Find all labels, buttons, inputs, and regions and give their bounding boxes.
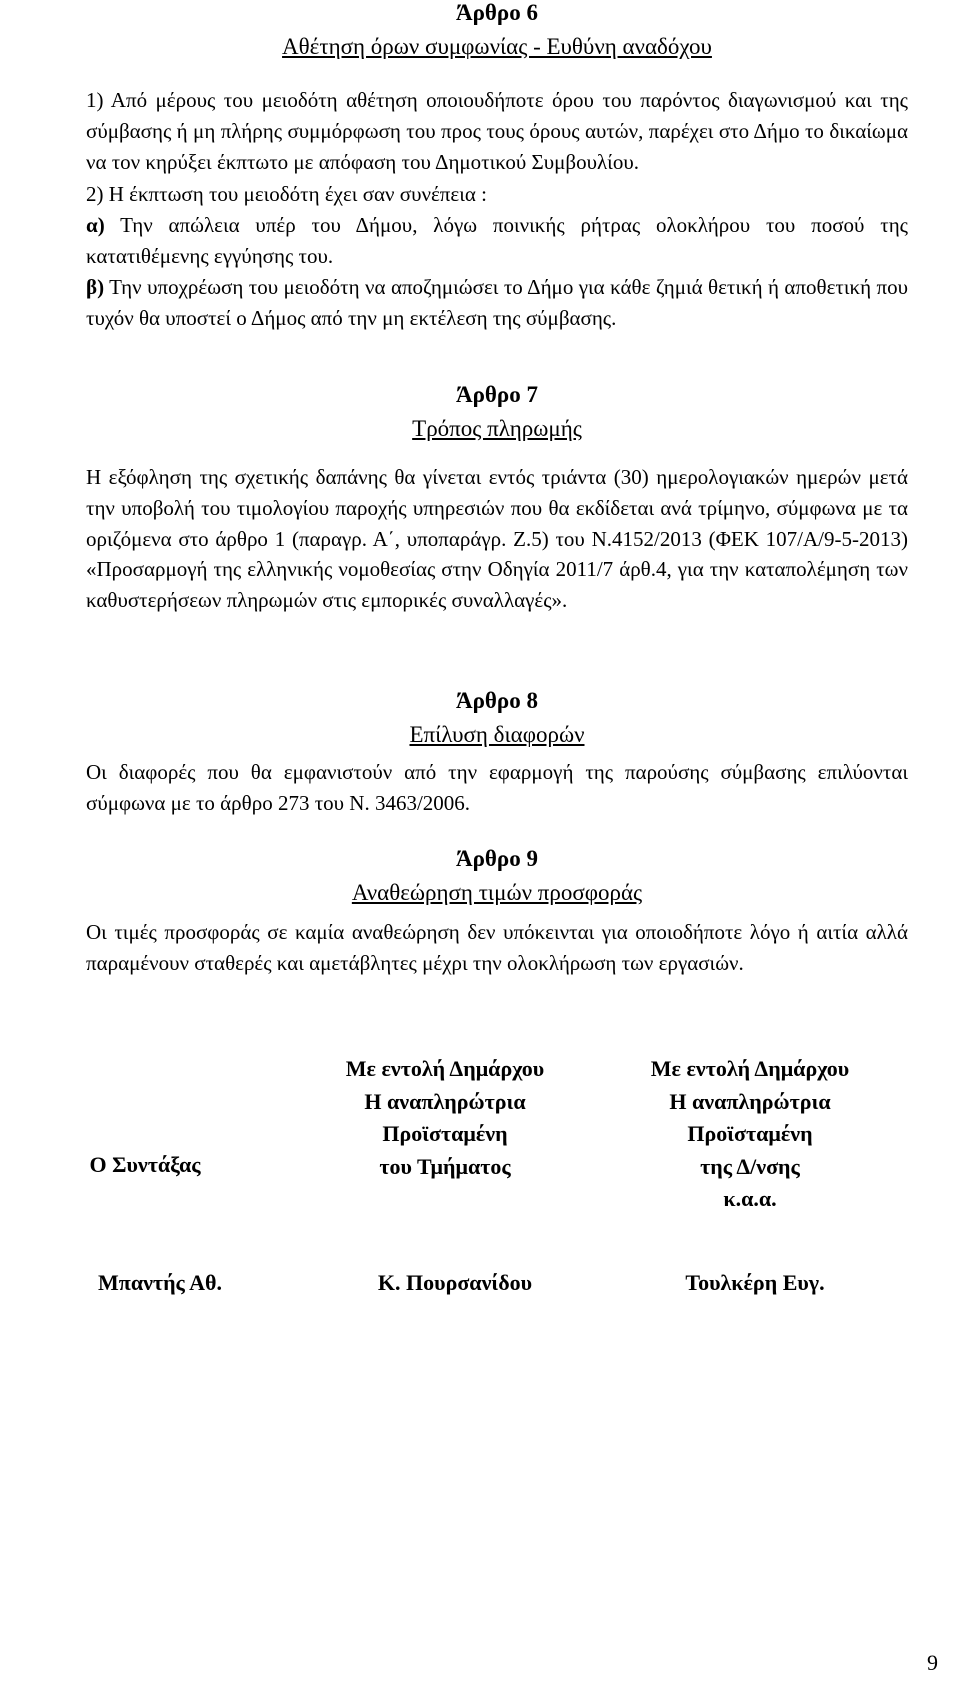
article-8-subtitle: Επίλυση διαφορών <box>409 722 585 747</box>
dept-line-4: του Τμήματος <box>379 1153 511 1179</box>
dir-line-3: Προϊσταμένη <box>687 1121 813 1146</box>
item-alpha-label: α) <box>86 213 105 238</box>
article-8 <box>86 688 908 750</box>
dir-line-5: κ.α.α. <box>723 1186 777 1211</box>
item-alpha-text: Την απώλεια υπέρ του Δήμου, λόγω ποινικής ρήτρας ολοκλήρου του ποσού της κατατιθέμενης εγγύησης του. <box>86 213 908 268</box>
article-9-subtitle: Αναθεώρηση τιμών προσφοράς <box>351 880 643 905</box>
article-7-body <box>86 462 908 616</box>
article-7-subtitle: Τρόπος πληρωμής <box>412 416 582 441</box>
item-beta-text: Την υποχρέωση του μειοδότη να αποζημιώσει το Δήμο για κάθε ζημιά θετική ή αποθετική που τυχόν θα υποστεί ο Δήμος από την μη εκτέλεση της σύμβασης. <box>86 274 908 330</box>
dept-line-2: Η αναπληρώτρια <box>364 1088 526 1114</box>
article-9-heading <box>86 846 908 908</box>
article-6-title: Άρθρο 6 <box>456 0 538 25</box>
item-beta-label: β) <box>86 274 105 299</box>
dir-line-4: της Δ/νσης <box>700 1153 800 1179</box>
article-7-heading <box>86 382 908 444</box>
signatory-name-1: Μπαντής Αθ. <box>98 1270 222 1295</box>
article-6-paragraph-4 <box>86 272 908 334</box>
article-9-paragraph: Οι τιμές προσφοράς σε καμία αναθεώρηση δεν υπόκεινται για οποιοδήποτε λόγο ή αιτία αλλά παραμένουν σταθερές και αμετάβλητες μέχρι την ολοκλήρωση των εργασιών. <box>86 920 908 975</box>
dept-line-3: Προϊσταμένη <box>382 1121 508 1146</box>
signature-author-role: Ο Συντάξας <box>89 1152 201 1177</box>
article-7-paragraph: Η εξόφληση της σχετικής δαπάνης θα γίνεται εντός τριάντα (30) ημερολογιακών ημερών μετά την υποβολή του τιμολογίου παροχής υπηρεσιών που θα εκδίδεται ανά τρίμηνο, σύμφωνα με τα οριζόμενα στο άρθρο 1 (παραγρ. Α΄, υποπαράγρ. Ζ.5) του Ν.4152/2013 (ΦΕΚ 107/Α/9-5-2013) «Προσαρμογή της ελληνικής νομοθεσίας στην Οδηγία 2011/7 άρθ.4, για την καταπολέμηση των καθυστερήσεων πληρωμών στις εμπορικές συναλλαγές». <box>86 465 908 613</box>
article-7-title: Άρθρο 7 <box>456 382 538 407</box>
article-9-body <box>86 917 908 979</box>
article-8-heading <box>86 688 908 750</box>
article-6-subtitle: Αθέτηση όρων συμφωνίας - Ευθύνη αναδόχου <box>282 34 712 59</box>
article-8-body <box>86 757 908 819</box>
article-6-paragraph-2: 2) Η έκπτωση του μειοδότη έχει σαν συνέπεια : <box>86 182 487 207</box>
article-9 <box>86 846 908 908</box>
signature-block-department <box>290 1053 600 1183</box>
signatory-name-2: Κ. Πουρσανίδου <box>377 1270 533 1295</box>
dir-line-2: Η αναπληρώτρια <box>669 1088 831 1114</box>
article-6-paragraph-3 <box>86 210 908 272</box>
article-8-title: Άρθρο 8 <box>456 688 538 713</box>
article-6 <box>86 0 908 62</box>
dir-line-1: Με εντολή Δημάρχου <box>650 1056 850 1081</box>
article-6-heading <box>86 0 908 62</box>
dept-line-1: Με εντολή Δημάρχου <box>345 1056 545 1081</box>
article-8-paragraph: Οι διαφορές που θα εμφανιστούν από την εφαρμογή της παρούσης σύμβασης επιλύονται σύμφωνα με το άρθρο 273 του Ν. 3463/2006. <box>86 760 908 815</box>
article-7 <box>86 382 908 444</box>
article-6-body <box>86 85 908 333</box>
article-9-title: Άρθρο 9 <box>456 846 538 871</box>
signatory-name-3: Τουλκέρη Ευγ. <box>685 1270 825 1295</box>
signature-block-directorate <box>600 1053 900 1216</box>
page-number: 9 <box>927 1650 938 1675</box>
article-6-paragraph-1: 1) Από μέρους του μειοδότη αθέτηση οποιουδήποτε όρου του παρόντος διαγωνισμού και της σύμβασης ή μη πλήρης συμμόρφωση του προς τους όρους αυτών, παρέχει στο Δήμο το δικαίωμα να τον κηρύξει έκπτωτο με απόφαση του Δημοτικού Συμβουλίου. <box>86 88 908 174</box>
